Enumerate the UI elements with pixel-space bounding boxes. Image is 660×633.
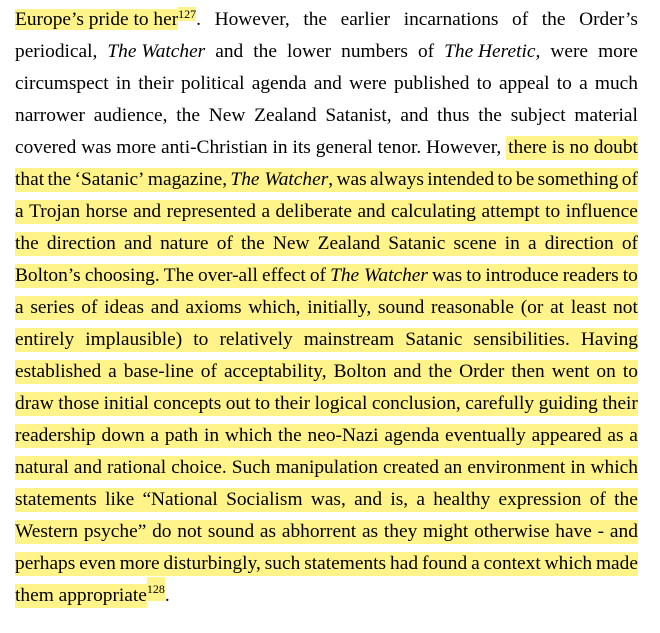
text-line: natural and rational choice. Such manipulation created an environment in which (15, 457, 638, 478)
text-line: readership down a path in which the neo-Nazi agenda eventually appeared as a (15, 425, 638, 446)
footnote-marker: 127 (178, 7, 197, 21)
text-segment: . (164, 585, 170, 606)
text-line: that the ‘Satanic’ magazine, The Watcher, was always intended to be something of (15, 169, 638, 190)
text-line: statements like “National Socialism was, and is, a healthy expression of the (15, 489, 638, 510)
footnote-marker: 128 (147, 577, 165, 601)
text-segment: Europe’s pride to her (15, 9, 179, 30)
text-line: narrower audience, the New Zealand Satanist, and thus the subject material (15, 105, 638, 126)
text-line: established a base-line of acceptability, Bolton and the Order then went on to (15, 361, 638, 382)
text-line: circumspect in their political agenda and were published to appeal to a much (15, 73, 638, 94)
text-segment: them appropriate (15, 585, 147, 606)
text-line: periodical, The Watcher and the lower numbers of The Heretic, were more (15, 41, 638, 62)
text-line: Western psyche” do not sound as abhorrent as they might otherwise have - and (15, 521, 638, 542)
text-line: perhaps even more disturbingly, such statements had found a context which made (15, 553, 638, 574)
text-line: Europe’s pride to her$^{127}$. However, the earlier incarnations of the Order’s (15, 7, 638, 30)
text-line: draw those initial concepts out to their logical conclusion, carefully guiding their (15, 393, 638, 414)
text-line: a series of ideas and axioms which, initially, sound reasonable (or at least not (15, 297, 638, 318)
text-line (15, 584, 638, 608)
text-line: a Trojan horse and represented a deliberate and calculating attempt to influence (15, 201, 638, 222)
text-line: Bolton’s choosing. The over-all effect of The Watcher was to introduce readers to (15, 265, 638, 286)
text-line: the direction and nature of the New Zealand Satanic scene in a direction of (15, 233, 638, 254)
text-line: entirely implausible) to relatively mainstream Satanic sensibilities. Having (15, 329, 638, 350)
text-line: covered was more anti-Christian in its general tenor. However, there is no doubt (15, 137, 638, 158)
